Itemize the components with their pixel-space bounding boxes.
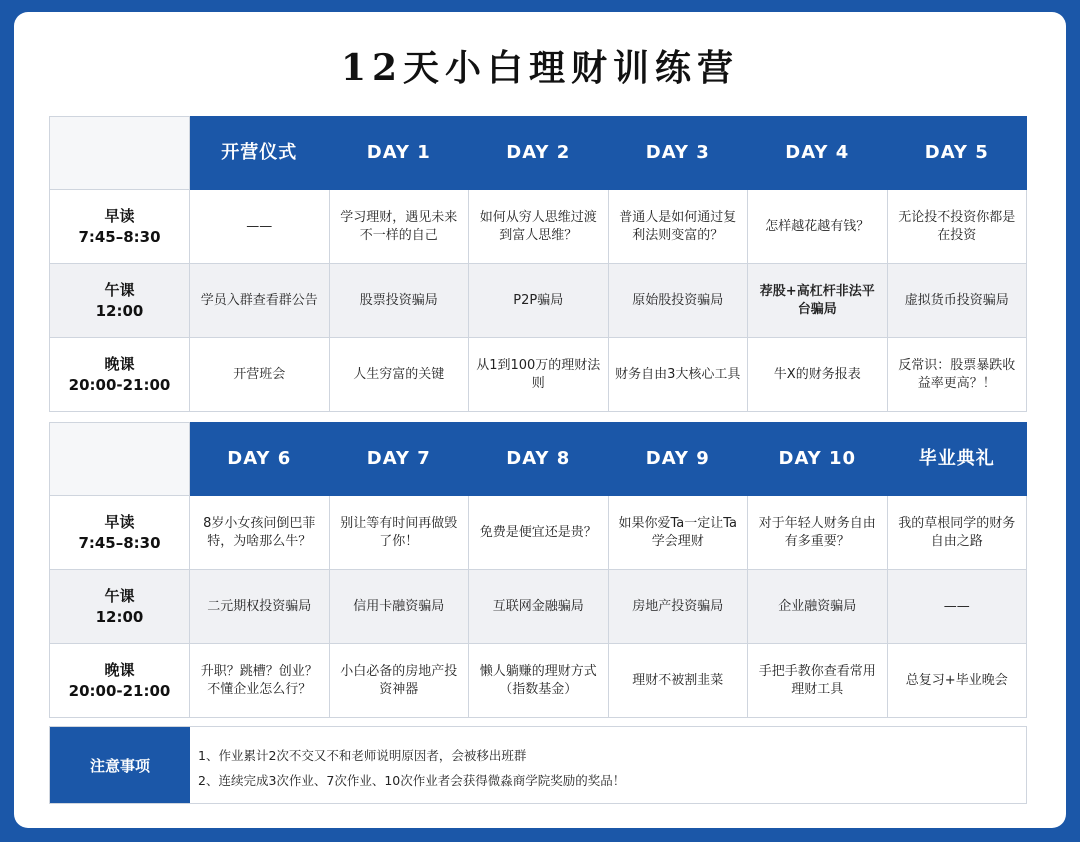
note-item: 1、作业累计2次不交又不和老师说明原因者，会被移出班群 <box>198 748 527 763</box>
day-header: DAY 3 <box>608 117 748 190</box>
page-title: 12天小白理财训练营 <box>340 47 740 89</box>
row-label-noon: 午课 12:00 <box>50 570 190 644</box>
schedule-cell: 反常识：股票暴跌收益率更高？！ <box>887 338 1027 412</box>
schedule-cell: 我的草根同学的财务自由之路 <box>887 496 1027 570</box>
day-header: DAY 4 <box>748 117 888 190</box>
corner-cell <box>50 423 190 496</box>
schedule-table-week1 <box>49 116 1027 412</box>
schedule-cell: P2P骗局 <box>469 264 609 338</box>
schedule-cell: 怎样越花越有钱？ <box>748 190 888 264</box>
schedule-table-week2 <box>49 422 1027 718</box>
schedule-cell: 原始股投资骗局 <box>608 264 748 338</box>
day-header: 开营仪式 <box>190 117 330 190</box>
row-label-evening: 晚课 20:00-21:00 <box>50 338 190 412</box>
schedule-cell: 小白必备的房地产投资神器 <box>329 644 469 718</box>
row-label-evening: 晚课 20:00-21:00 <box>50 644 190 718</box>
schedule-cell: 普通人是如何通过复利法则变富的？ <box>608 190 748 264</box>
day-header: DAY 6 <box>190 423 330 496</box>
day-header: DAY 1 <box>329 117 469 190</box>
notes-list <box>190 727 1026 803</box>
corner-cell <box>50 117 190 190</box>
schedule-cell: 从1到100万的理财法则 <box>469 338 609 412</box>
day-header: DAY 8 <box>469 423 609 496</box>
schedule-cell: 学习理财，遇见未来不一样的自己 <box>329 190 469 264</box>
schedule-cell: 学员入群查看群公告 <box>190 264 330 338</box>
notes-panel <box>49 726 1027 804</box>
schedule-cell: 企业融资骗局 <box>748 570 888 644</box>
row-label-morning: 早读 7:45–8:30 <box>50 190 190 264</box>
schedule-cell: 手把手教你查看常用理财工具 <box>748 644 888 718</box>
schedule-cell: 人生穷富的关键 <box>329 338 469 412</box>
day-header: DAY 10 <box>748 423 888 496</box>
schedule-cell: 理财不被割韭菜 <box>608 644 748 718</box>
schedule-cell: 房地产投资骗局 <box>608 570 748 644</box>
day-header: DAY 9 <box>608 423 748 496</box>
note-item: 2、连续完成3次作业、7次作业、10次作业者会获得微淼商学院奖励的奖品！ <box>198 773 626 788</box>
schedule-cell: 牛X的财务报表 <box>748 338 888 412</box>
schedule-cell: —— <box>887 570 1027 644</box>
row-label-morning: 早读 7:45–8:30 <box>50 496 190 570</box>
schedule-cell: 无论投不投资你都是在投资 <box>887 190 1027 264</box>
schedule-cell: 升职？跳槽？创业？不懂企业怎么行？ <box>190 644 330 718</box>
schedule-cell: 虚拟货币投资骗局 <box>887 264 1027 338</box>
day-header: DAY 2 <box>469 117 609 190</box>
schedule-cell: 荐股+高杠杆非法平台骗局 <box>748 264 888 338</box>
schedule-cell: 开营班会 <box>190 338 330 412</box>
schedule-cell: 总复习+毕业晚会 <box>887 644 1027 718</box>
schedule-cell: 二元期权投资骗局 <box>190 570 330 644</box>
day-header: DAY 5 <box>887 117 1027 190</box>
schedule-cell: 互联网金融骗局 <box>469 570 609 644</box>
notes-label: 注意事项 <box>50 727 190 803</box>
schedule-cell: 如何从穷人思维过渡到富人思维？ <box>469 190 609 264</box>
schedule-cell: 信用卡融资骗局 <box>329 570 469 644</box>
row-label-noon: 午课 12:00 <box>50 264 190 338</box>
schedule-cell: 财务自由3大核心工具 <box>608 338 748 412</box>
schedule-cell: 对于年轻人财务自由有多重要？ <box>748 496 888 570</box>
day-header: 毕业典礼 <box>887 423 1027 496</box>
day-header: DAY 7 <box>329 423 469 496</box>
schedule-cell: 免费是便宜还是贵？ <box>469 496 609 570</box>
schedule-cell: 懒人躺赚的理财方式（指数基金） <box>469 644 609 718</box>
schedule-cell: 别让等有时间再做毁了你！ <box>329 496 469 570</box>
schedule-cell: 股票投资骗局 <box>329 264 469 338</box>
schedule-cell: 8岁小女孩问倒巴菲特，为啥那么牛？ <box>190 496 330 570</box>
schedule-cell: 如果你爱Ta一定让Ta学会理财 <box>608 496 748 570</box>
schedule-cell: —— <box>190 190 330 264</box>
